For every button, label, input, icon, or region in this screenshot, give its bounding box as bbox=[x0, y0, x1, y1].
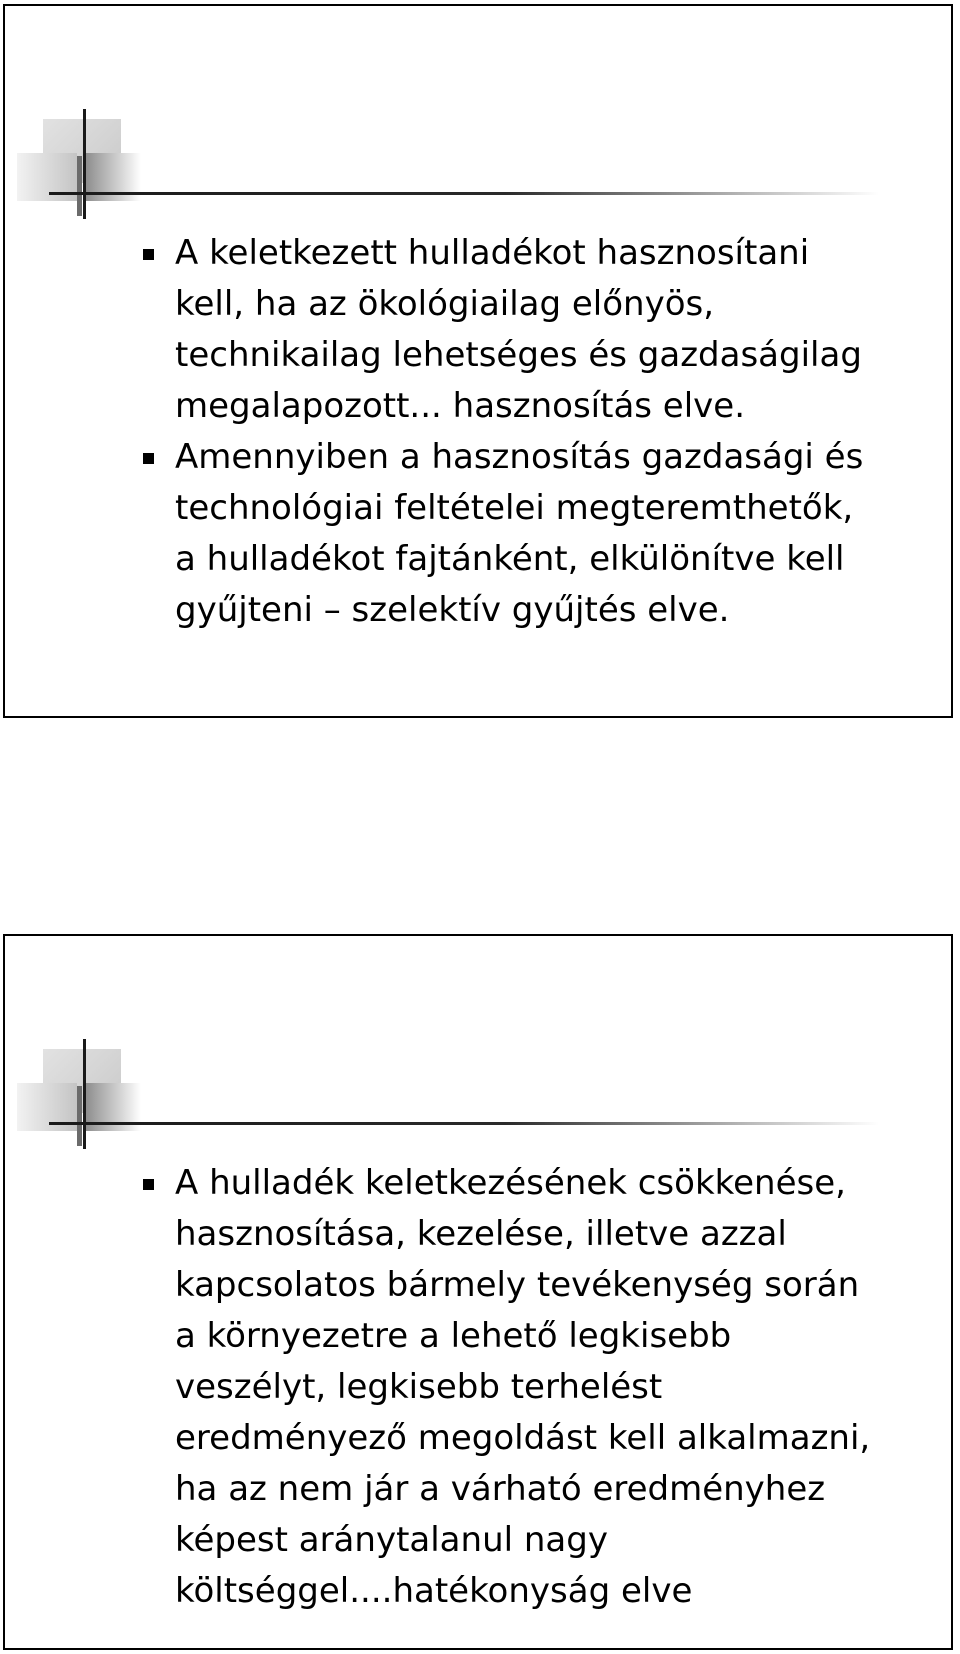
bullet-line: képest aránytalanul nagy bbox=[175, 1520, 608, 1560]
bullet-line: eredményező megoldást kell alkalmazni, bbox=[175, 1418, 871, 1458]
bullet-line: a környezetre a lehető legkisebb bbox=[175, 1316, 732, 1356]
bullet-line: kapcsolatos bármely tevékenység során bbox=[175, 1265, 860, 1305]
bullet-line: a hulladékot fajtánként, elkülönítve kell bbox=[175, 539, 845, 579]
bullet-line: Amennyiben a hasznosítás gazdasági és bbox=[175, 437, 864, 477]
slide-ornament bbox=[5, 6, 955, 236]
bullet-line: A hulladék keletkezésének csökkenése, bbox=[175, 1163, 846, 1203]
bullet-item bbox=[135, 432, 935, 636]
bullet-line: technikailag lehetséges és gazdaságilag bbox=[175, 335, 862, 375]
bullet-item bbox=[135, 1158, 935, 1617]
bullet-line: A keletkezett hulladékot hasznosítani bbox=[175, 233, 810, 273]
bullet-line: megalapozott... hasznosítás elve. bbox=[175, 386, 746, 426]
bullet-square-icon bbox=[143, 249, 154, 260]
bullet-square-icon bbox=[143, 1179, 154, 1190]
title-rule bbox=[49, 192, 879, 195]
slide-ornament bbox=[5, 936, 955, 1166]
bullet-line: kell, ha az ökológiailag előnyös, bbox=[175, 284, 715, 324]
bullet-square-icon bbox=[143, 453, 154, 464]
slide-2 bbox=[3, 934, 953, 1650]
bullet-line: veszélyt, legkisebb terhelést bbox=[175, 1367, 663, 1407]
bullet-line: technológiai feltételei megteremthetők, bbox=[175, 488, 854, 528]
bullet-line: hasznosítása, kezelése, illetve azzal bbox=[175, 1214, 787, 1254]
bullet-line: költséggel....hatékonyság elve bbox=[175, 1571, 693, 1611]
bullet-item bbox=[135, 228, 935, 432]
bullet-list bbox=[135, 1158, 935, 1617]
bullet-line: ha az nem jár a várható eredményhez bbox=[175, 1469, 826, 1509]
bullet-line: gyűjteni – szelektív gyűjtés elve. bbox=[175, 590, 730, 630]
slide-1 bbox=[3, 4, 953, 718]
bullet-list bbox=[135, 228, 935, 636]
title-rule bbox=[49, 1122, 879, 1125]
